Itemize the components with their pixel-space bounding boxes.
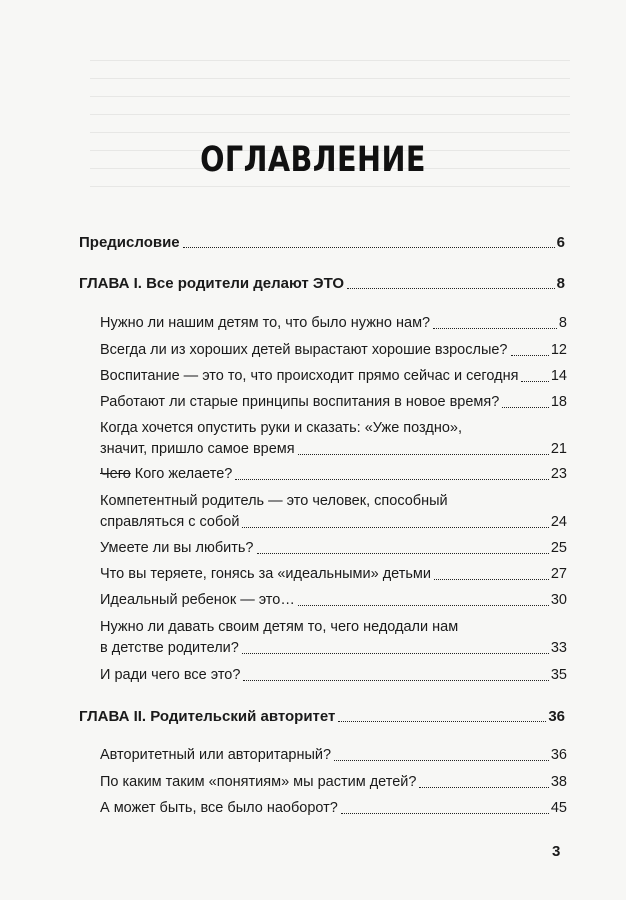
toc-entry-page: 35 <box>550 667 567 683</box>
toc-entry-page: 45 <box>550 800 567 816</box>
dot-leader <box>242 652 549 654</box>
toc-entry <box>100 745 567 766</box>
toc-entry-chapter-1 <box>79 273 565 294</box>
toc-entry-line1: Нужно ли давать своим детям то, чего недодали нам <box>100 619 459 635</box>
toc-entry-page: 24 <box>550 514 567 530</box>
dot-leader <box>434 578 549 580</box>
toc-entry-title: Авторитетный или авторитарный? <box>100 747 332 763</box>
toc-entry-title: в детстве родители? <box>100 640 239 656</box>
toc-entry-page: 38 <box>550 774 567 790</box>
toc-entry-title: По каким таким «понятиям» мы растим детей? <box>100 774 417 790</box>
toc-entry-title: Что вы теряете, гонясь за «идеальными» детьми <box>100 566 432 582</box>
toc-entry-page: 33 <box>550 640 567 656</box>
toc-entry-page: 21 <box>550 441 567 457</box>
toc-entry-title: значит, пришло самое время <box>100 441 295 457</box>
toc-entry-title: Кого желаете? <box>134 466 233 482</box>
dot-leader <box>243 679 548 681</box>
page-title: ОГЛАВЛЕНИЕ <box>200 140 426 180</box>
page-number: 3 <box>552 843 561 860</box>
toc-entry <box>100 564 567 585</box>
toc-entry <box>100 366 567 387</box>
toc-entry-page: 12 <box>550 342 567 358</box>
toc-entry-page: 36 <box>550 747 567 763</box>
toc-entry-page: 23 <box>550 466 567 482</box>
toc-entry-page: 8 <box>556 275 565 292</box>
dot-leader <box>183 246 555 248</box>
dot-leader <box>298 453 549 455</box>
toc-entry-title: Идеальный ребенок — это… <box>100 592 295 608</box>
dot-leader <box>433 327 557 329</box>
dot-leader <box>334 759 549 761</box>
dot-leader <box>298 604 549 606</box>
dot-leader <box>257 552 549 554</box>
toc-entry-title: Воспитание — это то, что происходит прямо сейчас и сегодня <box>100 368 519 384</box>
toc-entry-title: Нужно ли нашим детям то, что было нужно нам? <box>100 315 431 331</box>
toc-entry-page: 6 <box>556 234 565 251</box>
toc-entry <box>100 772 567 793</box>
toc-entry-title: Всегда ли из хороших детей вырастают хорошие взрослые? <box>100 342 508 358</box>
toc-entry-page: 30 <box>550 592 567 608</box>
toc-entry <box>100 340 567 361</box>
toc-entry-title: ГЛАВА I. Все родители делают ЭТО <box>79 275 345 292</box>
toc-entry-line1: Когда хочется опустить руки и сказать: «Уже поздно», <box>100 420 463 436</box>
toc-entry <box>100 798 567 819</box>
dot-leader <box>419 786 548 788</box>
toc-entry-page: 18 <box>550 394 567 410</box>
toc-entry <box>100 512 567 533</box>
toc-entry <box>100 313 567 334</box>
toc-entry-title: ГЛАВА II. Родительский авторитет <box>79 708 336 725</box>
dot-leader <box>341 812 549 814</box>
toc-entry <box>100 590 567 611</box>
toc-entry <box>100 464 567 485</box>
dot-leader <box>242 526 548 528</box>
toc-entry <box>100 392 567 413</box>
dot-leader <box>235 478 549 480</box>
dot-leader <box>338 720 546 722</box>
dot-leader <box>347 287 555 289</box>
toc-entry-page: 27 <box>550 566 567 582</box>
toc-entry-title: справляться с собой <box>100 514 240 530</box>
toc-entry-title: А может быть, все было наоборот? <box>100 800 338 816</box>
toc-entry <box>100 638 567 659</box>
toc-entry-title: И ради чего все это? <box>100 667 241 683</box>
toc-entry-line1: Компетентный родитель — это человек, способный <box>100 493 448 509</box>
toc-entry <box>100 439 567 460</box>
dot-leader <box>502 406 549 408</box>
dot-leader <box>511 354 549 356</box>
struck-word: Чего <box>100 466 131 482</box>
toc-entry-page: 36 <box>548 708 565 725</box>
toc-entry-page: 8 <box>558 315 567 331</box>
toc-entry-chapter-2 <box>79 706 565 727</box>
toc-entry-title: Предисловие <box>79 234 180 251</box>
toc-entry-preface <box>79 232 565 253</box>
toc-entry-title: Работают ли старые принципы воспитания в новое время? <box>100 394 500 410</box>
toc-entry <box>100 538 567 559</box>
toc-entry-page: 14 <box>550 368 567 384</box>
toc-entry <box>100 665 567 686</box>
toc-entry-title: Умеете ли вы любить? <box>100 540 254 556</box>
dot-leader <box>521 380 548 382</box>
toc-entry-page: 25 <box>550 540 567 556</box>
